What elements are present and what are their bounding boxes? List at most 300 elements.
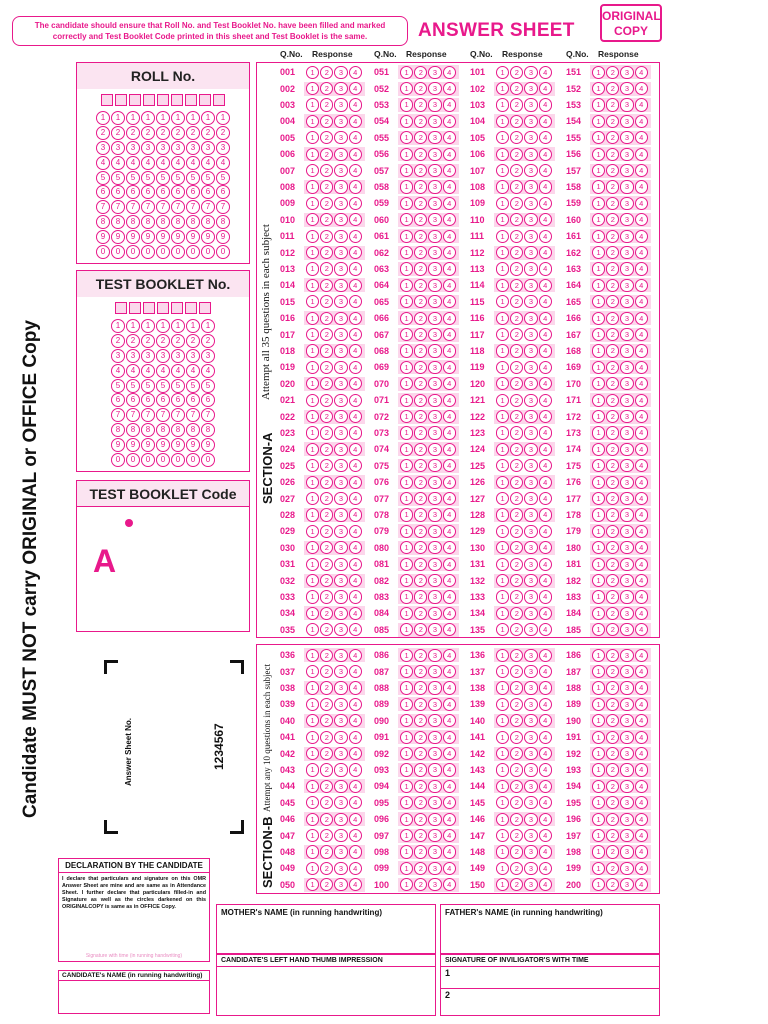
option-bubble-3[interactable]: 3	[428, 731, 441, 744]
booklet-bubble[interactable]: 7	[201, 408, 215, 422]
option-bubble-1[interactable]: 1	[306, 213, 319, 226]
option-bubble-2[interactable]: 2	[606, 115, 619, 128]
booklet-bubble[interactable]: 3	[171, 349, 185, 363]
roll-bubble[interactable]: 1	[156, 111, 170, 125]
option-bubble-4[interactable]: 4	[349, 623, 362, 636]
option-bubble-3[interactable]: 3	[334, 361, 347, 374]
booklet-bubble[interactable]: 0	[111, 453, 125, 467]
roll-bubble[interactable]: 4	[141, 156, 155, 170]
option-bubble-4[interactable]: 4	[349, 361, 362, 374]
roll-bubble[interactable]: 5	[201, 171, 215, 185]
option-bubble-3[interactable]: 3	[334, 829, 347, 842]
option-bubble-3[interactable]: 3	[620, 98, 633, 111]
option-bubble-3[interactable]: 3	[620, 763, 633, 776]
option-bubble-4[interactable]: 4	[443, 328, 456, 341]
option-bubble-3[interactable]: 3	[428, 180, 441, 193]
option-bubble-1[interactable]: 1	[400, 862, 413, 875]
option-bubble-4[interactable]: 4	[349, 714, 362, 727]
booklet-cell[interactable]	[171, 302, 183, 314]
option-bubble-3[interactable]: 3	[428, 796, 441, 809]
option-bubble-4[interactable]: 4	[539, 98, 552, 111]
option-bubble-3[interactable]: 3	[524, 98, 537, 111]
option-bubble-3[interactable]: 3	[334, 558, 347, 571]
option-bubble-2[interactable]: 2	[606, 574, 619, 587]
option-bubble-4[interactable]: 4	[443, 312, 456, 325]
option-bubble-1[interactable]: 1	[306, 862, 319, 875]
option-bubble-4[interactable]: 4	[443, 541, 456, 554]
option-bubble-1[interactable]: 1	[400, 230, 413, 243]
option-bubble-1[interactable]: 1	[306, 164, 319, 177]
option-bubble-2[interactable]: 2	[320, 230, 333, 243]
option-bubble-1[interactable]: 1	[306, 714, 319, 727]
option-bubble-1[interactable]: 1	[306, 410, 319, 423]
option-bubble-4[interactable]: 4	[539, 681, 552, 694]
option-bubble-1[interactable]: 1	[496, 131, 509, 144]
option-bubble-4[interactable]: 4	[539, 476, 552, 489]
booklet-bubble[interactable]: 6	[126, 393, 140, 407]
option-bubble-2[interactable]: 2	[606, 230, 619, 243]
booklet-bubble[interactable]: 1	[126, 319, 140, 333]
option-bubble-3[interactable]: 3	[428, 328, 441, 341]
option-bubble-3[interactable]: 3	[334, 98, 347, 111]
option-bubble-1[interactable]: 1	[400, 164, 413, 177]
roll-bubble[interactable]: 1	[186, 111, 200, 125]
option-bubble-1[interactable]: 1	[400, 344, 413, 357]
option-bubble-1[interactable]: 1	[592, 747, 605, 760]
roll-bubble[interactable]: 6	[111, 185, 125, 199]
roll-bubble[interactable]: 2	[111, 126, 125, 140]
roll-bubble[interactable]: 8	[216, 215, 230, 229]
option-bubble-2[interactable]: 2	[606, 845, 619, 858]
option-bubble-3[interactable]: 3	[524, 607, 537, 620]
option-bubble-4[interactable]: 4	[635, 262, 648, 275]
option-bubble-2[interactable]: 2	[320, 476, 333, 489]
option-bubble-1[interactable]: 1	[306, 698, 319, 711]
option-bubble-3[interactable]: 3	[620, 541, 633, 554]
option-bubble-2[interactable]: 2	[320, 590, 333, 603]
option-bubble-4[interactable]: 4	[443, 796, 456, 809]
option-bubble-3[interactable]: 3	[524, 295, 537, 308]
roll-bubble[interactable]: 0	[111, 245, 125, 259]
option-bubble-1[interactable]: 1	[496, 426, 509, 439]
roll-cell[interactable]	[101, 94, 113, 106]
option-bubble-4[interactable]: 4	[349, 698, 362, 711]
option-bubble-1[interactable]: 1	[400, 796, 413, 809]
option-bubble-1[interactable]: 1	[400, 246, 413, 259]
option-bubble-4[interactable]: 4	[635, 731, 648, 744]
option-bubble-1[interactable]: 1	[306, 197, 319, 210]
option-bubble-4[interactable]: 4	[349, 796, 362, 809]
option-bubble-3[interactable]: 3	[428, 279, 441, 292]
roll-bubble[interactable]: 9	[216, 230, 230, 244]
option-bubble-4[interactable]: 4	[539, 845, 552, 858]
option-bubble-1[interactable]: 1	[400, 361, 413, 374]
option-bubble-4[interactable]: 4	[443, 197, 456, 210]
option-bubble-1[interactable]: 1	[592, 361, 605, 374]
option-bubble-1[interactable]: 1	[306, 681, 319, 694]
option-bubble-1[interactable]: 1	[306, 82, 319, 95]
option-bubble-3[interactable]: 3	[620, 361, 633, 374]
roll-cell[interactable]	[199, 94, 211, 106]
option-bubble-2[interactable]: 2	[606, 98, 619, 111]
option-bubble-3[interactable]: 3	[334, 66, 347, 79]
option-bubble-3[interactable]: 3	[620, 197, 633, 210]
option-bubble-1[interactable]: 1	[400, 131, 413, 144]
booklet-bubble[interactable]: 2	[141, 334, 155, 348]
option-bubble-1[interactable]: 1	[592, 829, 605, 842]
option-bubble-1[interactable]: 1	[592, 681, 605, 694]
option-bubble-2[interactable]: 2	[320, 66, 333, 79]
option-bubble-4[interactable]: 4	[539, 862, 552, 875]
roll-bubble[interactable]: 0	[156, 245, 170, 259]
option-bubble-2[interactable]: 2	[320, 279, 333, 292]
option-bubble-2[interactable]: 2	[510, 698, 523, 711]
option-bubble-4[interactable]: 4	[635, 180, 648, 193]
roll-bubble[interactable]: 6	[96, 185, 110, 199]
option-bubble-4[interactable]: 4	[443, 731, 456, 744]
option-bubble-4[interactable]: 4	[443, 780, 456, 793]
option-bubble-1[interactable]: 1	[496, 665, 509, 678]
booklet-bubble[interactable]: 5	[141, 379, 155, 393]
option-bubble-4[interactable]: 4	[635, 829, 648, 842]
option-bubble-2[interactable]: 2	[320, 344, 333, 357]
option-bubble-2[interactable]: 2	[606, 763, 619, 776]
option-bubble-2[interactable]: 2	[510, 328, 523, 341]
option-bubble-4[interactable]: 4	[635, 246, 648, 259]
option-bubble-1[interactable]: 1	[496, 476, 509, 489]
option-bubble-3[interactable]: 3	[334, 459, 347, 472]
option-bubble-2[interactable]: 2	[414, 878, 427, 891]
option-bubble-2[interactable]: 2	[320, 525, 333, 538]
roll-bubble[interactable]: 7	[201, 200, 215, 214]
option-bubble-2[interactable]: 2	[606, 131, 619, 144]
roll-bubble[interactable]: 7	[171, 200, 185, 214]
option-bubble-2[interactable]: 2	[320, 714, 333, 727]
option-bubble-1[interactable]: 1	[306, 525, 319, 538]
option-bubble-1[interactable]: 1	[306, 649, 319, 662]
option-bubble-2[interactable]: 2	[414, 845, 427, 858]
option-bubble-1[interactable]: 1	[400, 780, 413, 793]
option-bubble-3[interactable]: 3	[334, 328, 347, 341]
option-bubble-4[interactable]: 4	[349, 541, 362, 554]
booklet-cell[interactable]	[143, 302, 155, 314]
option-bubble-3[interactable]: 3	[334, 649, 347, 662]
option-bubble-3[interactable]: 3	[524, 878, 537, 891]
option-bubble-3[interactable]: 3	[334, 230, 347, 243]
roll-bubble[interactable]: 5	[216, 171, 230, 185]
option-bubble-1[interactable]: 1	[306, 279, 319, 292]
option-bubble-2[interactable]: 2	[320, 394, 333, 407]
option-bubble-4[interactable]: 4	[539, 213, 552, 226]
option-bubble-1[interactable]: 1	[400, 213, 413, 226]
option-bubble-1[interactable]: 1	[496, 66, 509, 79]
option-bubble-4[interactable]: 4	[635, 508, 648, 521]
option-bubble-4[interactable]: 4	[539, 665, 552, 678]
option-bubble-3[interactable]: 3	[524, 426, 537, 439]
option-bubble-2[interactable]: 2	[320, 377, 333, 390]
option-bubble-1[interactable]: 1	[306, 443, 319, 456]
option-bubble-3[interactable]: 3	[620, 492, 633, 505]
option-bubble-4[interactable]: 4	[539, 197, 552, 210]
option-bubble-2[interactable]: 2	[606, 623, 619, 636]
option-bubble-1[interactable]: 1	[400, 82, 413, 95]
option-bubble-2[interactable]: 2	[320, 681, 333, 694]
option-bubble-3[interactable]: 3	[524, 410, 537, 423]
option-bubble-4[interactable]: 4	[635, 131, 648, 144]
roll-bubble[interactable]: 2	[216, 126, 230, 140]
option-bubble-4[interactable]: 4	[349, 476, 362, 489]
option-bubble-1[interactable]: 1	[306, 426, 319, 439]
option-bubble-3[interactable]: 3	[334, 410, 347, 423]
option-bubble-2[interactable]: 2	[510, 394, 523, 407]
option-bubble-2[interactable]: 2	[606, 829, 619, 842]
option-bubble-4[interactable]: 4	[539, 180, 552, 193]
option-bubble-4[interactable]: 4	[635, 590, 648, 603]
roll-cell[interactable]	[185, 94, 197, 106]
option-bubble-1[interactable]: 1	[592, 476, 605, 489]
option-bubble-2[interactable]: 2	[606, 426, 619, 439]
option-bubble-4[interactable]: 4	[443, 829, 456, 842]
roll-bubble[interactable]: 6	[171, 185, 185, 199]
option-bubble-2[interactable]: 2	[606, 312, 619, 325]
roll-bubble[interactable]: 9	[141, 230, 155, 244]
roll-bubble[interactable]: 0	[141, 245, 155, 259]
option-bubble-1[interactable]: 1	[592, 698, 605, 711]
option-bubble-3[interactable]: 3	[428, 665, 441, 678]
option-bubble-1[interactable]: 1	[496, 525, 509, 538]
option-bubble-3[interactable]: 3	[620, 747, 633, 760]
option-bubble-1[interactable]: 1	[400, 607, 413, 620]
option-bubble-1[interactable]: 1	[496, 344, 509, 357]
option-bubble-4[interactable]: 4	[349, 731, 362, 744]
option-bubble-2[interactable]: 2	[414, 780, 427, 793]
option-bubble-2[interactable]: 2	[320, 410, 333, 423]
option-bubble-4[interactable]: 4	[349, 845, 362, 858]
option-bubble-1[interactable]: 1	[592, 295, 605, 308]
option-bubble-4[interactable]: 4	[635, 164, 648, 177]
option-bubble-4[interactable]: 4	[539, 344, 552, 357]
option-bubble-1[interactable]: 1	[496, 279, 509, 292]
option-bubble-3[interactable]: 3	[524, 230, 537, 243]
option-bubble-3[interactable]: 3	[334, 131, 347, 144]
option-bubble-4[interactable]: 4	[635, 714, 648, 727]
option-bubble-1[interactable]: 1	[306, 665, 319, 678]
option-bubble-1[interactable]: 1	[592, 148, 605, 161]
option-bubble-2[interactable]: 2	[606, 246, 619, 259]
option-bubble-3[interactable]: 3	[334, 197, 347, 210]
roll-bubble[interactable]: 5	[156, 171, 170, 185]
option-bubble-3[interactable]: 3	[428, 377, 441, 390]
option-bubble-1[interactable]: 1	[592, 665, 605, 678]
option-bubble-3[interactable]: 3	[620, 295, 633, 308]
option-bubble-2[interactable]: 2	[414, 213, 427, 226]
booklet-bubble[interactable]: 5	[186, 379, 200, 393]
option-bubble-1[interactable]: 1	[400, 295, 413, 308]
option-bubble-1[interactable]: 1	[592, 574, 605, 587]
option-bubble-3[interactable]: 3	[620, 508, 633, 521]
option-bubble-2[interactable]: 2	[320, 197, 333, 210]
option-bubble-3[interactable]: 3	[620, 262, 633, 275]
option-bubble-2[interactable]: 2	[414, 262, 427, 275]
option-bubble-2[interactable]: 2	[510, 780, 523, 793]
option-bubble-4[interactable]: 4	[349, 262, 362, 275]
candidate-name-box[interactable]	[58, 970, 210, 1014]
option-bubble-2[interactable]: 2	[414, 82, 427, 95]
booklet-bubble[interactable]: 1	[111, 319, 125, 333]
invigilator-line-2[interactable]: 2	[445, 990, 451, 1000]
option-bubble-3[interactable]: 3	[428, 262, 441, 275]
option-bubble-3[interactable]: 3	[334, 279, 347, 292]
option-bubble-1[interactable]: 1	[306, 98, 319, 111]
option-bubble-3[interactable]: 3	[620, 115, 633, 128]
option-bubble-3[interactable]: 3	[428, 541, 441, 554]
option-bubble-4[interactable]: 4	[635, 377, 648, 390]
option-bubble-3[interactable]: 3	[428, 525, 441, 538]
option-bubble-1[interactable]: 1	[592, 607, 605, 620]
option-bubble-1[interactable]: 1	[400, 459, 413, 472]
option-bubble-1[interactable]: 1	[306, 574, 319, 587]
option-bubble-3[interactable]: 3	[620, 796, 633, 809]
option-bubble-2[interactable]: 2	[510, 164, 523, 177]
booklet-bubble[interactable]: 5	[111, 379, 125, 393]
booklet-bubble[interactable]: 2	[171, 334, 185, 348]
option-bubble-1[interactable]: 1	[592, 115, 605, 128]
option-bubble-4[interactable]: 4	[443, 525, 456, 538]
option-bubble-1[interactable]: 1	[306, 747, 319, 760]
option-bubble-2[interactable]: 2	[606, 714, 619, 727]
booklet-bubble[interactable]: 5	[171, 379, 185, 393]
roll-bubble[interactable]: 6	[141, 185, 155, 199]
roll-bubble[interactable]: 4	[171, 156, 185, 170]
option-bubble-2[interactable]: 2	[320, 213, 333, 226]
option-bubble-4[interactable]: 4	[539, 829, 552, 842]
option-bubble-1[interactable]: 1	[400, 698, 413, 711]
roll-bubble[interactable]: 5	[126, 171, 140, 185]
option-bubble-1[interactable]: 1	[306, 230, 319, 243]
option-bubble-1[interactable]: 1	[592, 377, 605, 390]
option-bubble-3[interactable]: 3	[620, 558, 633, 571]
option-bubble-4[interactable]: 4	[349, 607, 362, 620]
option-bubble-1[interactable]: 1	[400, 180, 413, 193]
option-bubble-4[interactable]: 4	[635, 681, 648, 694]
option-bubble-3[interactable]: 3	[524, 780, 537, 793]
option-bubble-2[interactable]: 2	[320, 164, 333, 177]
roll-bubble[interactable]: 3	[96, 141, 110, 155]
option-bubble-3[interactable]: 3	[334, 747, 347, 760]
option-bubble-2[interactable]: 2	[510, 574, 523, 587]
roll-bubble[interactable]: 4	[186, 156, 200, 170]
booklet-bubble[interactable]: 7	[171, 408, 185, 422]
option-bubble-1[interactable]: 1	[592, 66, 605, 79]
option-bubble-3[interactable]: 3	[334, 426, 347, 439]
roll-bubble[interactable]: 7	[96, 200, 110, 214]
option-bubble-4[interactable]: 4	[635, 525, 648, 538]
option-bubble-2[interactable]: 2	[510, 230, 523, 243]
booklet-bubble[interactable]: 8	[126, 423, 140, 437]
option-bubble-2[interactable]: 2	[414, 443, 427, 456]
option-bubble-4[interactable]: 4	[443, 714, 456, 727]
roll-bubble[interactable]: 4	[156, 156, 170, 170]
option-bubble-3[interactable]: 3	[428, 426, 441, 439]
option-bubble-1[interactable]: 1	[400, 714, 413, 727]
option-bubble-3[interactable]: 3	[428, 394, 441, 407]
option-bubble-4[interactable]: 4	[539, 328, 552, 341]
option-bubble-1[interactable]: 1	[592, 541, 605, 554]
option-bubble-1[interactable]: 1	[400, 508, 413, 521]
option-bubble-1[interactable]: 1	[400, 492, 413, 505]
roll-bubble[interactable]: 0	[216, 245, 230, 259]
option-bubble-1[interactable]: 1	[592, 780, 605, 793]
option-bubble-1[interactable]: 1	[592, 443, 605, 456]
option-bubble-2[interactable]: 2	[510, 476, 523, 489]
roll-bubble[interactable]: 2	[186, 126, 200, 140]
option-bubble-4[interactable]: 4	[539, 262, 552, 275]
roll-bubble[interactable]: 2	[141, 126, 155, 140]
option-bubble-4[interactable]: 4	[635, 213, 648, 226]
option-bubble-4[interactable]: 4	[539, 164, 552, 177]
option-bubble-3[interactable]: 3	[524, 180, 537, 193]
option-bubble-4[interactable]: 4	[635, 279, 648, 292]
option-bubble-1[interactable]: 1	[306, 541, 319, 554]
option-bubble-2[interactable]: 2	[414, 66, 427, 79]
roll-bubble[interactable]: 1	[201, 111, 215, 125]
option-bubble-4[interactable]: 4	[539, 574, 552, 587]
option-bubble-2[interactable]: 2	[414, 813, 427, 826]
option-bubble-1[interactable]: 1	[306, 131, 319, 144]
option-bubble-2[interactable]: 2	[606, 295, 619, 308]
option-bubble-3[interactable]: 3	[428, 813, 441, 826]
option-bubble-4[interactable]: 4	[349, 780, 362, 793]
booklet-bubble[interactable]: 3	[186, 349, 200, 363]
option-bubble-1[interactable]: 1	[592, 197, 605, 210]
option-bubble-4[interactable]: 4	[443, 492, 456, 505]
option-bubble-1[interactable]: 1	[496, 780, 509, 793]
option-bubble-4[interactable]: 4	[443, 508, 456, 521]
booklet-bubble[interactable]: 4	[186, 364, 200, 378]
option-bubble-1[interactable]: 1	[592, 649, 605, 662]
option-bubble-1[interactable]: 1	[400, 665, 413, 678]
option-bubble-2[interactable]: 2	[414, 230, 427, 243]
option-bubble-1[interactable]: 1	[306, 780, 319, 793]
option-bubble-4[interactable]: 4	[443, 344, 456, 357]
option-bubble-1[interactable]: 1	[400, 476, 413, 489]
option-bubble-2[interactable]: 2	[414, 279, 427, 292]
option-bubble-3[interactable]: 3	[428, 508, 441, 521]
option-bubble-4[interactable]: 4	[539, 541, 552, 554]
option-bubble-1[interactable]: 1	[306, 607, 319, 620]
option-bubble-4[interactable]: 4	[539, 649, 552, 662]
option-bubble-1[interactable]: 1	[592, 98, 605, 111]
roll-bubble[interactable]: 0	[171, 245, 185, 259]
option-bubble-1[interactable]: 1	[306, 558, 319, 571]
booklet-bubble[interactable]: 6	[171, 393, 185, 407]
option-bubble-3[interactable]: 3	[524, 377, 537, 390]
option-bubble-1[interactable]: 1	[306, 115, 319, 128]
option-bubble-3[interactable]: 3	[620, 148, 633, 161]
option-bubble-3[interactable]: 3	[334, 698, 347, 711]
roll-bubble[interactable]: 1	[171, 111, 185, 125]
option-bubble-1[interactable]: 1	[306, 829, 319, 842]
option-bubble-3[interactable]: 3	[524, 649, 537, 662]
option-bubble-2[interactable]: 2	[414, 115, 427, 128]
option-bubble-2[interactable]: 2	[606, 344, 619, 357]
option-bubble-2[interactable]: 2	[320, 131, 333, 144]
booklet-bubble[interactable]: 1	[156, 319, 170, 333]
option-bubble-3[interactable]: 3	[620, 829, 633, 842]
option-bubble-3[interactable]: 3	[334, 763, 347, 776]
option-bubble-1[interactable]: 1	[400, 813, 413, 826]
option-bubble-4[interactable]: 4	[539, 607, 552, 620]
